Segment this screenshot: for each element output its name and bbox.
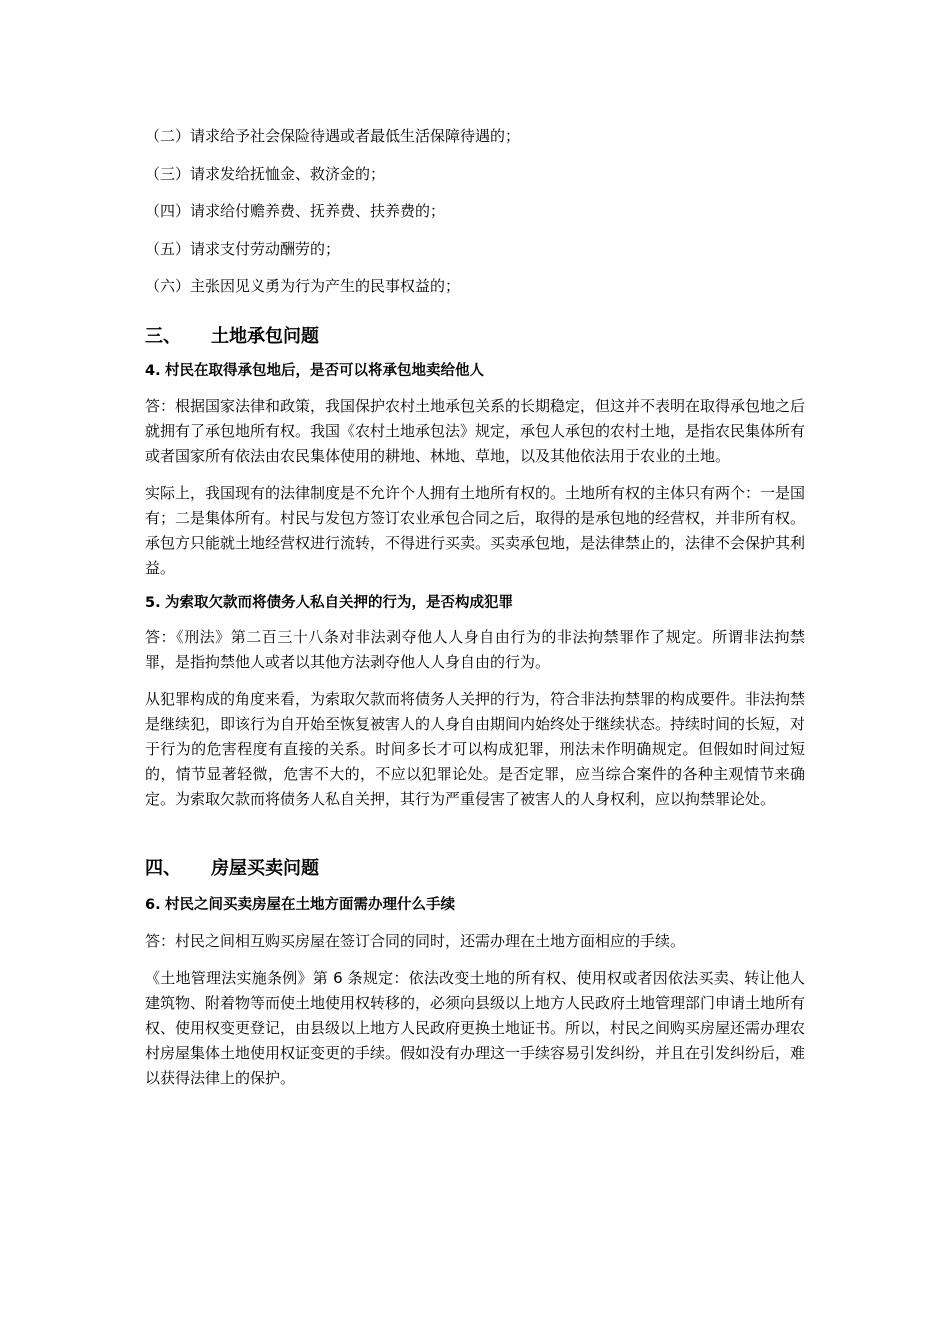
question-heading-4 bbox=[145, 359, 805, 383]
body-paragraph: 实际上，我国现有的法律制度是不允许个人拥有土地所有权的。土地所有权的主体只有两个：一是国有；二是集体所有。村民与发包方签订农业承包合同之后，取得的是承包地的经营权，并非所有权。承包方只能就土地经营权进行流转，不得进行买卖。买卖承包地，是法律禁止的，法律不会保护其利益。 bbox=[145, 484, 806, 577]
list-item: （三）请求发给抚恤金、救济金的； bbox=[145, 164, 386, 183]
question-number: 4. bbox=[145, 363, 161, 379]
question-title: 为索取欠款而将债务人私自关押的行为，是否构成犯罪 bbox=[165, 595, 513, 611]
question-title: 村民在取得承包地后，是否可以将承包地卖给他人 bbox=[165, 363, 484, 379]
body-paragraph: 《土地管理法实施条例》第 6 条规定：依法改变土地的所有权、使用权或者因依法买卖、转让他人建筑物、附着物等而使土地使用权转移的，必须向县级以上地方人民政府土地管理部门申请土地所有权、使用权变更登记，由县级以上地方人民政府更换土地证书。所以，村民之间购买房屋还需办理农村房屋集体土地使用权证变更的手续。假如没有办理这一手续容易引发纠纷，并且在引发纠纷后，难以获得法律上的保护。 bbox=[145, 969, 806, 1087]
question-number: 6. bbox=[145, 897, 161, 913]
question-heading-6 bbox=[145, 893, 805, 917]
section-heading-4 bbox=[145, 854, 805, 884]
answer-paragraph: 答：村民之间相互购买房屋在签订合同的同时，还需办理在土地方面相应的手续。 bbox=[145, 932, 686, 950]
list-item: （二）请求给予社会保险待遇或者最低生活保障待遇的； bbox=[145, 127, 521, 145]
section-title: 房屋买卖问题 bbox=[211, 858, 319, 879]
list-item: （六）主张因见义勇为行为产生的民事权益的； bbox=[145, 277, 461, 295]
question-heading-5 bbox=[145, 591, 805, 615]
section-number: 四、 bbox=[145, 858, 181, 879]
list-item: （四）请求给付赡养费、抚养费、扶养费的； bbox=[145, 202, 446, 220]
section-title: 土地承包问题 bbox=[211, 326, 319, 347]
body-paragraph: 从犯罪构成的角度来看，为索取欠款而将债务人关押的行为，符合非法拘禁罪的构成要件。非法拘禁是继续犯，即该行为自开始至恢复被害人的人身自由期间内始终处于继续状态。持续时间的长短，对于行为的危害程度有直接的关系。时间多长才可以构成犯罪，刑法未作明确规定。但假如时间过短的，情节显著轻微，危害不大的，不应以犯罪论处。是否定罪，应当综合案件的各种主观情节来确定。为索取欠款而将债务人私自关押，其行为严重侵害了被害人的人身权利，应以拘禁罪论处。 bbox=[145, 690, 806, 808]
question-number: 5. bbox=[145, 595, 161, 611]
answer-paragraph: 答：根据国家法律和政策，我国保护农村土地承包关系的长期稳定，但这并不表明在取得承包地之后就拥有了承包地所有权。我国《农村土地承包法》规定，承包人承包的农村土地，是指农民集体所有或者国家所有依法由农民集体使用的耕地、林地、草地，以及其他依法用于农业的土地。 bbox=[145, 397, 806, 465]
question-title: 村民之间买卖房屋在土地方面需办理什么手续 bbox=[165, 897, 455, 913]
list-item: （五）请求支付劳动酬劳的； bbox=[145, 239, 341, 258]
answer-paragraph: 答：《刑法》第二百三十八条对非法剥夺他人人身自由行为的非法拘禁罪作了规定。所谓非法拘禁罪，是指拘禁他人或者以其他方法剥夺他人人身自由的行为。 bbox=[145, 628, 805, 671]
section-number: 三、 bbox=[145, 326, 181, 347]
section-heading-3 bbox=[145, 322, 805, 352]
document-page bbox=[145, 122, 805, 1091]
